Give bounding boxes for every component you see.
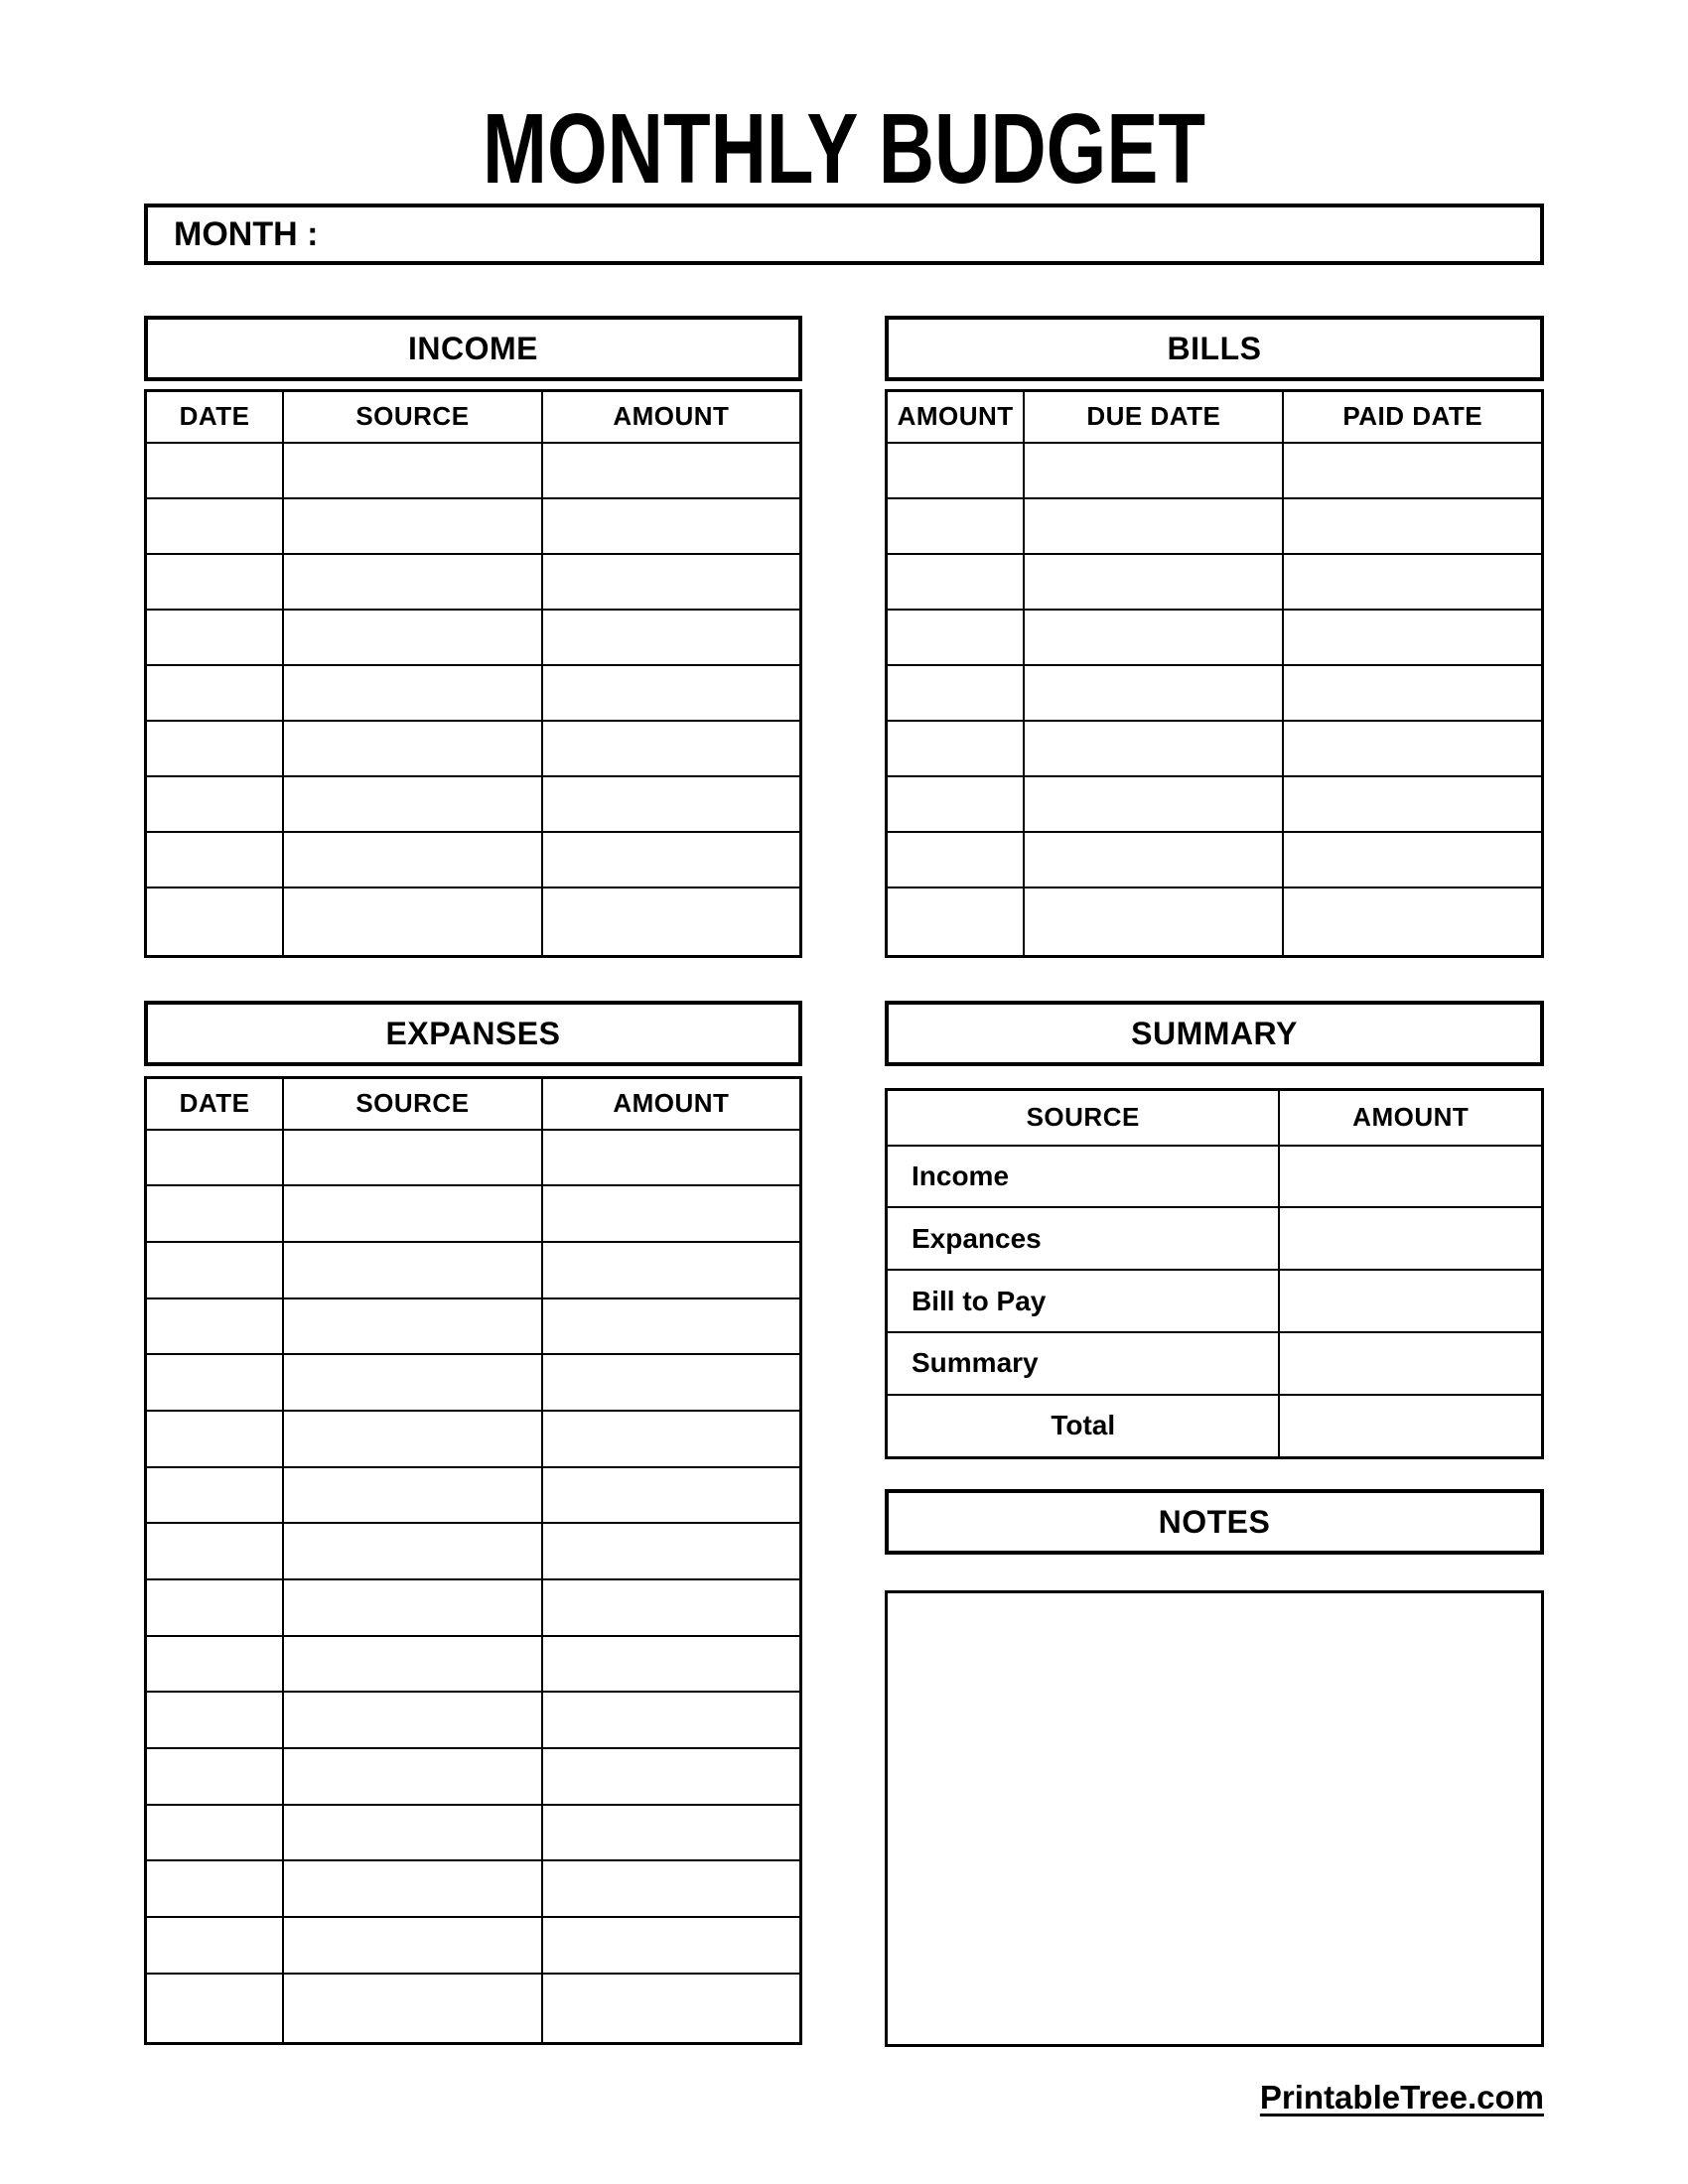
- bills-row-5: [887, 665, 1543, 721]
- expanses-cell-r1c3[interactable]: [542, 1130, 801, 1186]
- bills-row-7: [887, 776, 1543, 832]
- expanses-row-2: [146, 1185, 801, 1242]
- bills-cell-r9c1[interactable]: [887, 887, 1025, 957]
- expanses-row-13: [146, 1805, 801, 1861]
- expanses-cell-r6c3[interactable]: [542, 1411, 801, 1467]
- bills-cell-r9c3[interactable]: [1283, 887, 1542, 957]
- summary-amount-income[interactable]: [1279, 1146, 1542, 1208]
- income-cell-r1c3[interactable]: [542, 443, 801, 498]
- income-row-1: [146, 443, 801, 498]
- bills-cell-r5c2[interactable]: [1024, 665, 1283, 721]
- expanses-cell-r2c3[interactable]: [542, 1185, 801, 1242]
- income-cell-r2c2[interactable]: [283, 498, 542, 554]
- income-section-header: [144, 316, 802, 381]
- expanses-cell-r15c3[interactable]: [542, 1917, 801, 1974]
- summary-label-total: Total: [887, 1395, 1280, 1458]
- income-cell-r8c2[interactable]: [283, 832, 542, 887]
- expanses-cell-r14c1[interactable]: [146, 1860, 284, 1917]
- expanses-cell-r9c1[interactable]: [146, 1579, 284, 1636]
- income-cell-r6c3[interactable]: [542, 721, 801, 776]
- month-value-input[interactable]: [330, 207, 1540, 261]
- income-row-9: [146, 887, 801, 957]
- summary-row-expances: [887, 1207, 1543, 1270]
- expanses-row-3: [146, 1242, 801, 1298]
- expanses-cell-r14c2[interactable]: [283, 1860, 542, 1917]
- month-label: MONTH :: [174, 214, 319, 253]
- bills-cell-r5c1[interactable]: [887, 665, 1025, 721]
- income-cell-r9c1[interactable]: [146, 887, 284, 957]
- expanses-cell-r6c1[interactable]: [146, 1411, 284, 1467]
- bills-cell-r8c2[interactable]: [1024, 832, 1283, 887]
- summary-table: [885, 1088, 1544, 1459]
- expanses-cell-r6c2[interactable]: [283, 1411, 542, 1467]
- income-cell-r7c2[interactable]: [283, 776, 542, 832]
- income-row-3: [146, 554, 801, 610]
- summary-label-summary: Summary: [887, 1332, 1280, 1395]
- income-cell-r5c1[interactable]: [146, 665, 284, 721]
- bills-row-8: [887, 832, 1543, 887]
- income-col-source: SOURCE: [283, 391, 542, 443]
- expanses-cell-r7c3[interactable]: [542, 1467, 801, 1524]
- expanses-header-row: [146, 1078, 801, 1130]
- income-cell-r4c2[interactable]: [283, 610, 542, 665]
- expanses-row-4: [146, 1298, 801, 1355]
- summary-row-income: [887, 1146, 1543, 1208]
- expanses-cell-r10c1[interactable]: [146, 1636, 284, 1693]
- bills-section-header: [885, 316, 1544, 381]
- bills-cell-r6c3[interactable]: [1283, 721, 1542, 776]
- expanses-cell-r2c2[interactable]: [283, 1185, 542, 1242]
- expanses-cell-r1c2[interactable]: [283, 1130, 542, 1186]
- expanses-cell-r1c1[interactable]: [146, 1130, 284, 1186]
- expanses-table: [144, 1076, 802, 2045]
- income-row-4: [146, 610, 801, 665]
- bills-cell-r7c1[interactable]: [887, 776, 1025, 832]
- summary-label-income: Income: [887, 1146, 1280, 1208]
- expanses-col-date: DATE: [146, 1078, 284, 1130]
- expanses-cell-r16c3[interactable]: [542, 1974, 801, 2044]
- expanses-cell-r13c2[interactable]: [283, 1805, 542, 1861]
- summary-row-bill-to-pay: [887, 1270, 1543, 1332]
- expanses-cell-r15c1[interactable]: [146, 1917, 284, 1974]
- summary-col-source: SOURCE: [887, 1090, 1280, 1146]
- expanses-cell-r16c2[interactable]: [283, 1974, 542, 2044]
- bills-cell-r4c2[interactable]: [1024, 610, 1283, 665]
- expanses-cell-r5c3[interactable]: [542, 1354, 801, 1411]
- expanses-section-title: EXPANSES: [385, 1015, 561, 1051]
- notes-section-header: [885, 1489, 1544, 1555]
- expanses-row-1: [146, 1130, 801, 1186]
- expanses-cell-r3c2[interactable]: [283, 1242, 542, 1298]
- expanses-row-9: [146, 1579, 801, 1636]
- income-cell-r9c3[interactable]: [542, 887, 801, 957]
- bills-cell-r3c1[interactable]: [887, 554, 1025, 610]
- expanses-cell-r4c3[interactable]: [542, 1298, 801, 1355]
- bills-cell-r2c3[interactable]: [1283, 498, 1542, 554]
- income-cell-r5c3[interactable]: [542, 665, 801, 721]
- bills-cell-r6c2[interactable]: [1024, 721, 1283, 776]
- bills-row-6: [887, 721, 1543, 776]
- income-col-date: DATE: [146, 391, 284, 443]
- expanses-cell-r7c1[interactable]: [146, 1467, 284, 1524]
- income-row-6: [146, 721, 801, 776]
- income-cell-r8c1[interactable]: [146, 832, 284, 887]
- bills-header-row: [887, 391, 1543, 443]
- expanses-row-12: [146, 1748, 801, 1805]
- bills-cell-r5c3[interactable]: [1283, 665, 1542, 721]
- expanses-cell-r4c2[interactable]: [283, 1298, 542, 1355]
- expanses-cell-r9c3[interactable]: [542, 1579, 801, 1636]
- income-table: [144, 389, 802, 958]
- income-cell-r7c1[interactable]: [146, 776, 284, 832]
- income-row-8: [146, 832, 801, 887]
- expanses-cell-r3c3[interactable]: [542, 1242, 801, 1298]
- expanses-row-5: [146, 1354, 801, 1411]
- expanses-cell-r11c1[interactable]: [146, 1692, 284, 1748]
- bills-cell-r4c3[interactable]: [1283, 610, 1542, 665]
- income-row-7: [146, 776, 801, 832]
- bills-row-1: [887, 443, 1543, 498]
- bills-cell-r2c1[interactable]: [887, 498, 1025, 554]
- bills-row-4: [887, 610, 1543, 665]
- summary-row-summary: [887, 1332, 1543, 1395]
- income-row-5: [146, 665, 801, 721]
- income-header-row: [146, 391, 801, 443]
- expanses-row-7: [146, 1467, 801, 1524]
- expanses-cell-r3c1[interactable]: [146, 1242, 284, 1298]
- expanses-cell-r11c3[interactable]: [542, 1692, 801, 1748]
- expanses-cell-r9c2[interactable]: [283, 1579, 542, 1636]
- bills-cell-r6c1[interactable]: [887, 721, 1025, 776]
- income-cell-r1c1[interactable]: [146, 443, 284, 498]
- income-cell-r8c3[interactable]: [542, 832, 801, 887]
- income-cell-r4c3[interactable]: [542, 610, 801, 665]
- expanses-cell-r12c3[interactable]: [542, 1748, 801, 1805]
- income-cell-r5c2[interactable]: [283, 665, 542, 721]
- income-cell-r2c3[interactable]: [542, 498, 801, 554]
- notes-section-title: NOTES: [1158, 1503, 1271, 1540]
- income-cell-r4c1[interactable]: [146, 610, 284, 665]
- expanses-cell-r5c2[interactable]: [283, 1354, 542, 1411]
- bills-table: [885, 389, 1544, 958]
- expanses-cell-r13c3[interactable]: [542, 1805, 801, 1861]
- expanses-cell-r8c3[interactable]: [542, 1523, 801, 1579]
- summary-header-row: [887, 1090, 1543, 1146]
- expanses-row-11: [146, 1692, 801, 1748]
- income-cell-r6c1[interactable]: [146, 721, 284, 776]
- expanses-row-8: [146, 1523, 801, 1579]
- income-cell-r2c1[interactable]: [146, 498, 284, 554]
- expanses-row-16: [146, 1974, 801, 2044]
- bills-cell-r1c1[interactable]: [887, 443, 1025, 498]
- page-title: MONTHLY BUDGET: [482, 93, 1206, 205]
- bills-cell-r1c2[interactable]: [1024, 443, 1283, 498]
- bills-cell-r4c1[interactable]: [887, 610, 1025, 665]
- income-cell-r6c2[interactable]: [283, 721, 542, 776]
- expanses-cell-r11c2[interactable]: [283, 1692, 542, 1748]
- expanses-cell-r10c3[interactable]: [542, 1636, 801, 1693]
- income-cell-r9c2[interactable]: [283, 887, 542, 957]
- summary-row-total: [887, 1395, 1543, 1458]
- income-cell-r1c2[interactable]: [283, 443, 542, 498]
- summary-amount-bill-to-pay[interactable]: [1279, 1270, 1542, 1332]
- summary-label-bill-to-pay: Bill to Pay: [887, 1270, 1280, 1332]
- bills-col-amount: AMOUNT: [887, 391, 1025, 443]
- bills-col-due-date: DUE DATE: [1024, 391, 1283, 443]
- expanses-cell-r8c1[interactable]: [146, 1523, 284, 1579]
- expanses-row-14: [146, 1860, 801, 1917]
- summary-label-expances: Expances: [887, 1207, 1280, 1270]
- summary-amount-expances[interactable]: [1279, 1207, 1542, 1270]
- expanses-col-source: SOURCE: [283, 1078, 542, 1130]
- summary-amount-summary[interactable]: [1279, 1332, 1542, 1395]
- bills-col-paid-date: PAID DATE: [1283, 391, 1542, 443]
- expanses-row-15: [146, 1917, 801, 1974]
- bills-cell-r3c3[interactable]: [1283, 554, 1542, 610]
- expanses-cell-r4c1[interactable]: [146, 1298, 284, 1355]
- month-field-box: [144, 204, 1544, 265]
- bills-cell-r2c2[interactable]: [1024, 498, 1283, 554]
- bills-cell-r3c2[interactable]: [1024, 554, 1283, 610]
- expanses-cell-r12c1[interactable]: [146, 1748, 284, 1805]
- summary-section-title: SUMMARY: [1131, 1015, 1298, 1051]
- bills-cell-r8c1[interactable]: [887, 832, 1025, 887]
- expanses-row-10: [146, 1636, 801, 1693]
- expanses-cell-r7c2[interactable]: [283, 1467, 542, 1524]
- expanses-cell-r16c1[interactable]: [146, 1974, 284, 2044]
- bills-cell-r8c3[interactable]: [1283, 832, 1542, 887]
- expanses-cell-r2c1[interactable]: [146, 1185, 284, 1242]
- notes-area[interactable]: [885, 1590, 1544, 2047]
- expanses-cell-r5c1[interactable]: [146, 1354, 284, 1411]
- income-cell-r3c3[interactable]: [542, 554, 801, 610]
- income-col-amount: AMOUNT: [542, 391, 801, 443]
- summary-col-amount: AMOUNT: [1279, 1090, 1542, 1146]
- footer-site-link[interactable]: PrintableTree.com: [1259, 2079, 1544, 2116]
- expanses-cell-r13c1[interactable]: [146, 1805, 284, 1861]
- income-cell-r3c2[interactable]: [283, 554, 542, 610]
- summary-amount-total[interactable]: [1279, 1395, 1542, 1458]
- expanses-cell-r15c2[interactable]: [283, 1917, 542, 1974]
- bills-cell-r7c3[interactable]: [1283, 776, 1542, 832]
- expanses-section-header: [144, 1001, 802, 1066]
- bills-section-title: BILLS: [1167, 330, 1262, 366]
- expanses-cell-r10c2[interactable]: [283, 1636, 542, 1693]
- income-row-2: [146, 498, 801, 554]
- bills-row-9: [887, 887, 1543, 957]
- income-section-title: INCOME: [408, 330, 538, 366]
- summary-section-header: [885, 1001, 1544, 1066]
- bills-row-3: [887, 554, 1543, 610]
- bills-cell-r1c3[interactable]: [1283, 443, 1542, 498]
- expanses-cell-r12c2[interactable]: [283, 1748, 542, 1805]
- expanses-col-amount: AMOUNT: [542, 1078, 801, 1130]
- bills-cell-r9c2[interactable]: [1024, 887, 1283, 957]
- bills-row-2: [887, 498, 1543, 554]
- bills-cell-r7c2[interactable]: [1024, 776, 1283, 832]
- income-cell-r3c1[interactable]: [146, 554, 284, 610]
- expanses-cell-r14c3[interactable]: [542, 1860, 801, 1917]
- expanses-row-6: [146, 1411, 801, 1467]
- income-cell-r7c3[interactable]: [542, 776, 801, 832]
- expanses-cell-r8c2[interactable]: [283, 1523, 542, 1579]
